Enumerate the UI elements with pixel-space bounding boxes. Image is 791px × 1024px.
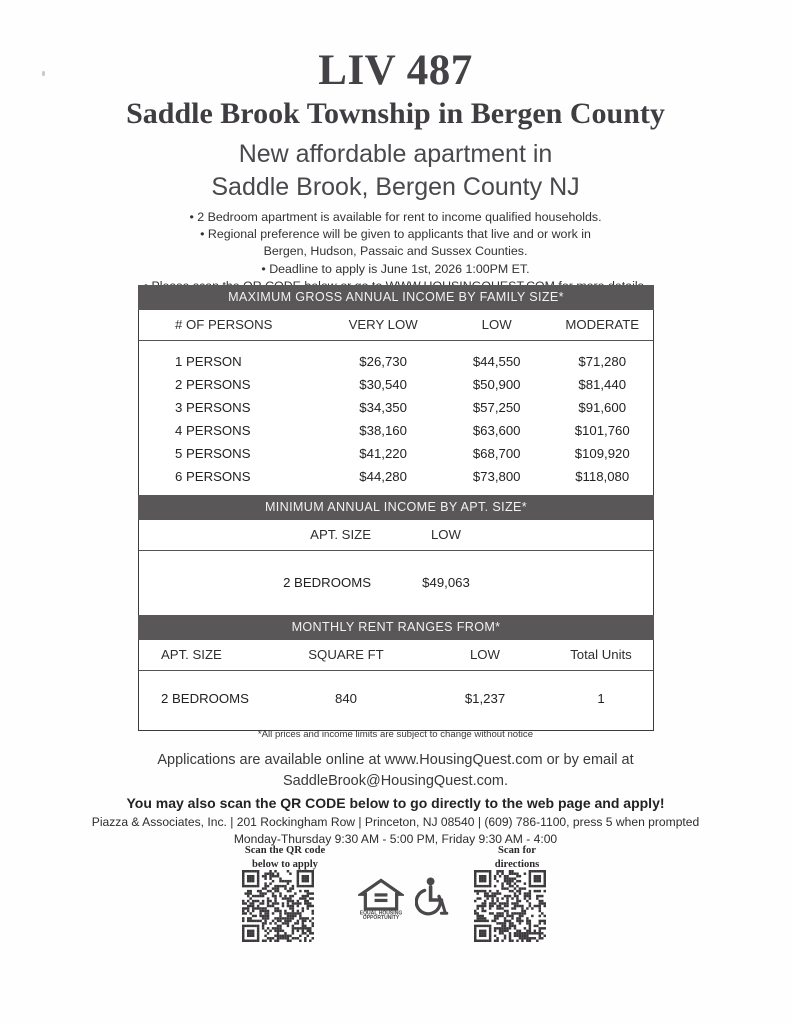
applications-line-2: SaddleBrook@HousingQuest.com. — [282, 772, 509, 789]
table-body — [138, 310, 654, 498]
column-header-very-low: VERY LOW — [348, 317, 418, 332]
bullet-item: Bergen, Hudson, Passaic and Sussex Counties. — [263, 244, 528, 259]
table-column-header-row — [139, 520, 653, 551]
table-row — [139, 687, 653, 710]
cell-low: $1,237 — [464, 691, 506, 706]
subtitle-line-1: New affordable apartment in — [238, 140, 553, 169]
qr-code-directions-icon[interactable] — [474, 870, 546, 942]
column-header-square-ft: SQUARE FT — [308, 647, 384, 662]
footnote: *All prices and income limits are subject to change without notice — [257, 729, 534, 740]
agency-line: Piazza & Associates, Inc. | 201 Rockingham Row | Princeton, NJ 08540 | (609) 786-1100, press 5 when prompted — [91, 815, 700, 830]
table-title: MONTHLY RENT RANGES FROM* — [138, 615, 654, 640]
cell-very-low: $41,220 — [359, 446, 407, 461]
hours-line: Monday-Thursday 9:30 AM - 5:00 PM, Friday 9:30 AM - 4:00 — [233, 832, 558, 847]
cell-very-low: $44,280 — [359, 469, 407, 484]
table-title: MAXIMUM GROSS ANNUAL INCOME BY FAMILY SIZE* — [138, 285, 654, 310]
bullet-list — [0, 209, 791, 295]
cell-very-low: $34,350 — [359, 400, 407, 415]
qr-apply-label-line-2: below to apply — [252, 858, 318, 870]
column-header-low: LOW — [481, 317, 512, 332]
cell-low: $49,063 — [422, 575, 470, 590]
column-header-total-units: Total Units — [570, 647, 632, 662]
qr-directions-label-line-2: directions — [494, 858, 540, 870]
cell-total-units: 1 — [597, 691, 605, 706]
cell-apt-size: 2 BEDROOMS — [283, 575, 371, 590]
cell-low: $68,700 — [472, 446, 521, 461]
column-header-moderate: MODERATE — [565, 317, 640, 332]
bullet-item: • Regional preference will be given to applicants that live and or work in — [200, 227, 591, 242]
cell-moderate: $101,760 — [574, 423, 630, 438]
cell-persons: 1 PERSON — [175, 354, 242, 369]
qr-notice: You may also scan the QR CODE below to go directly to the web page and apply! — [126, 795, 665, 812]
column-header-spacer — [521, 527, 653, 542]
township-title: Saddle Brook Township in Bergen County — [126, 96, 665, 130]
cell-persons: 5 PERSONS — [175, 446, 251, 461]
footer-text-block — [0, 750, 791, 849]
qr-code-apply-icon[interactable] — [242, 870, 314, 942]
qr-apply-label-line-1: Scan the QR code — [244, 845, 326, 856]
table-monthly-rent-ranges — [138, 615, 654, 731]
cell-persons: 3 PERSONS — [175, 400, 251, 415]
cell-very-low: $30,540 — [359, 377, 407, 392]
cell-low: $73,800 — [472, 469, 521, 484]
qr-apply-label — [225, 844, 345, 871]
listing-id: LIV 487 — [318, 47, 473, 94]
table-row — [139, 442, 653, 465]
wheelchair-accessible-icon — [415, 876, 451, 918]
equal-housing-line-1: EQUAL HOUSING — [359, 910, 403, 917]
bullet-item: • Deadline to apply is June 1st, 2026 1:00PM ET. — [261, 261, 530, 276]
table-row — [139, 419, 653, 442]
equal-housing-opportunity-icon — [358, 874, 404, 920]
cell-moderate: $91,600 — [578, 400, 627, 415]
column-header-apt-size: APT. SIZE — [161, 647, 222, 662]
qr-directions-label — [457, 844, 577, 871]
equal-housing-line-2: OPPORTUNITY — [362, 915, 400, 920]
cell-persons: 4 PERSONS — [175, 423, 251, 438]
qr-directions-label-line-1: Scan for — [498, 845, 536, 856]
table-body — [138, 520, 654, 619]
table-row — [139, 350, 653, 373]
cell-low: $57,250 — [472, 400, 521, 415]
table-rows — [139, 671, 653, 730]
subtitle-line-2: Saddle Brook, Bergen County NJ — [211, 172, 580, 201]
column-header-low: LOW — [430, 527, 462, 542]
table-row — [139, 396, 653, 419]
cell-moderate: $118,080 — [575, 469, 630, 484]
cell-spacer — [521, 575, 653, 590]
table-rows — [139, 341, 653, 497]
table-column-header-row — [139, 310, 653, 341]
table-row — [139, 571, 653, 594]
cell-persons: 6 PERSONS — [175, 469, 251, 484]
table-row — [139, 465, 653, 488]
flyer-header — [0, 48, 791, 295]
cell-very-low: $38,160 — [359, 423, 407, 438]
cell-square-ft: 840 — [334, 691, 357, 706]
cell-apt-size: 2 BEDROOMS — [161, 691, 249, 706]
cell-very-low: $26,730 — [359, 354, 407, 369]
cell-low: $63,600 — [472, 423, 521, 438]
column-header-apt-size: APT. SIZE — [310, 527, 371, 542]
cell-moderate: $81,440 — [578, 377, 627, 392]
cell-moderate: $109,920 — [574, 446, 630, 461]
table-maximum-gross-annual-income — [138, 285, 654, 498]
cell-moderate: $71,280 — [578, 354, 627, 369]
cell-low: $50,900 — [472, 377, 521, 392]
cell-persons: 2 PERSONS — [175, 377, 251, 392]
table-body — [138, 640, 654, 731]
table-minimum-annual-income — [138, 495, 654, 619]
cell-low: $44,550 — [472, 354, 521, 369]
bullet-item: • 2 Bedroom apartment is available for rent to income qualified households. — [189, 210, 602, 225]
table-title: MINIMUM ANNUAL INCOME BY APT. SIZE* — [138, 495, 654, 520]
table-row — [139, 373, 653, 396]
column-header-persons: # OF PERSONS — [175, 317, 273, 332]
applications-line-1: Applications are available online at www.HousingQuest.com or by email at — [157, 752, 634, 768]
table-column-header-row — [139, 640, 653, 671]
column-header-low: LOW — [469, 647, 501, 662]
table-rows — [139, 551, 653, 618]
